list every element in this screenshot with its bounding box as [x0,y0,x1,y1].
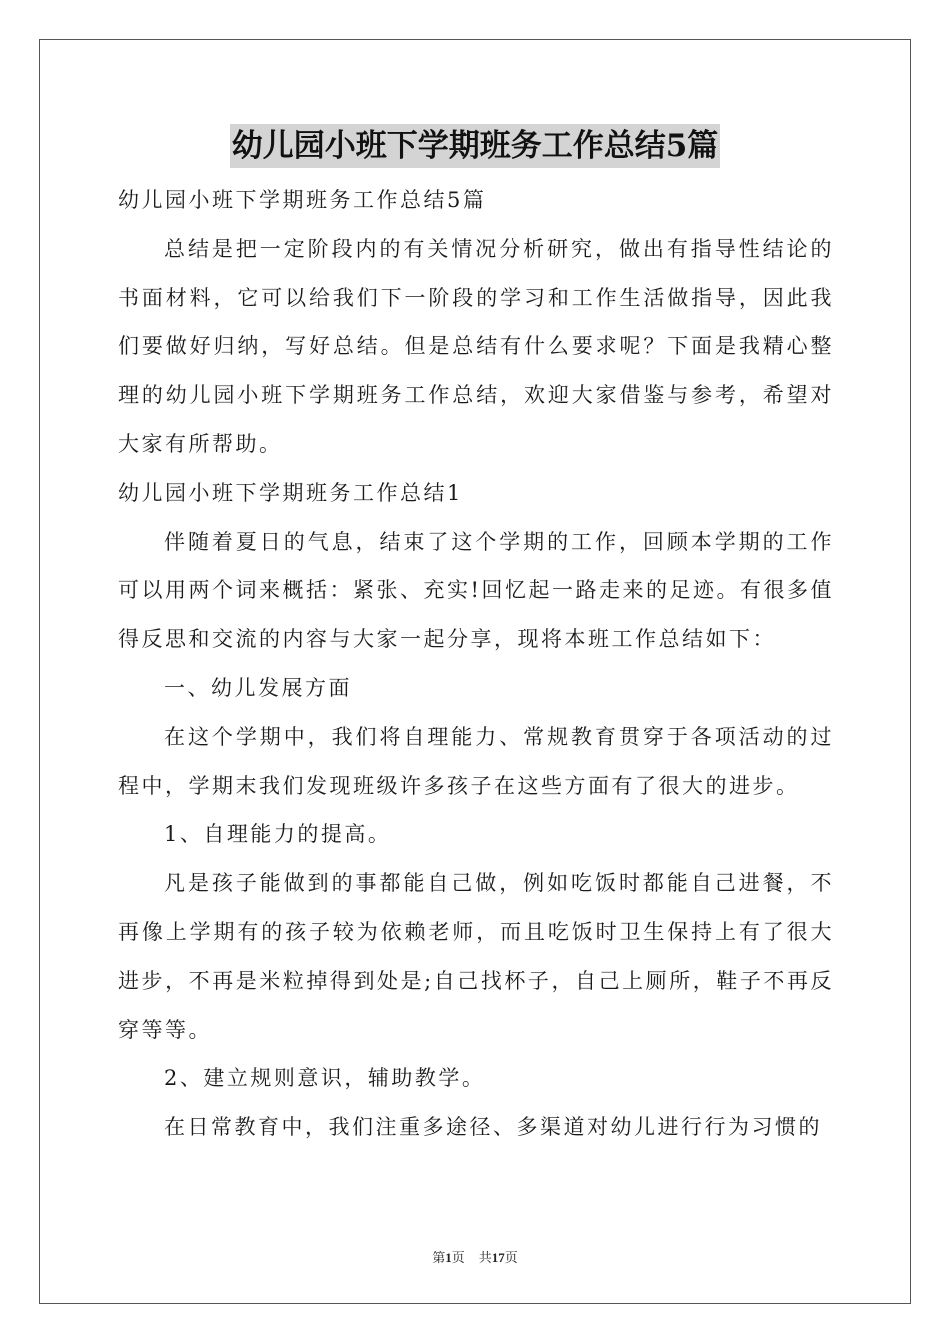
current-page-number: 1 [445,1250,452,1265]
footer-total-suffix: 页 [504,1250,518,1265]
paragraph: 伴随着夏日的气息，结束了这个学期的工作，回顾本学期的工作可以用两个词来概括：紧张、充实!回忆起一路走来的足迹。有很多值得反思和交流的内容与大家一起分享，现将本班工作总结如下： [118,529,834,652]
paragraph: 在日常教育中，我们注重多途径、多渠道对幼儿进行行为习惯的 [164,1115,822,1140]
paragraph: 幼儿园小班下学期班务工作总结1 [118,480,463,505]
page-footer [0,1247,950,1266]
footer-total-prefix: 共 [478,1250,492,1265]
title-container [0,124,950,168]
subsection-heading: 2、建立规则意识，辅助教学。 [164,1066,486,1091]
footer-prefix: 第 [432,1250,446,1265]
document-title: 幼儿园小班下学期班务工作总结5篇 [230,124,721,168]
subsection-heading: 1、自理能力的提高。 [164,822,392,847]
paragraph: 凡是孩子能做到的事都能自己做，例如吃饭时都能自己进餐，不再像上学期有的孩子较为依赖老师，而且吃饭时卫生保持上有了很大进步，不再是米粒掉得到处是;自己找杯子，自己上厕所，鞋子不再反穿等等。 [118,871,834,1042]
footer-page-suffix: 页 [451,1250,465,1265]
paragraph: 总结是把一定阶段内的有关情况分析研究，做出有指导性结论的书面材料，它可以给我们下一阶段的学习和工作生活做指导，因此我们要做好归纳，写好总结。但是总结有什么要求呢？下面是我精心整理的幼儿园小班下学期班务工作总结，欢迎大家借鉴与参考，希望对大家有所帮助。 [118,236,834,456]
section-heading: 一、幼儿发展方面 [164,675,352,700]
paragraph: 幼儿园小班下学期班务工作总结5篇 [118,188,487,212]
total-pages-number: 17 [491,1250,505,1265]
paragraph: 在这个学期中，我们将自理能力、常规教育贯穿于各项活动的过程中，学期末我们发现班级许多孩子在这些方面有了很大的进步。 [118,724,834,798]
document-body [118,176,834,1152]
